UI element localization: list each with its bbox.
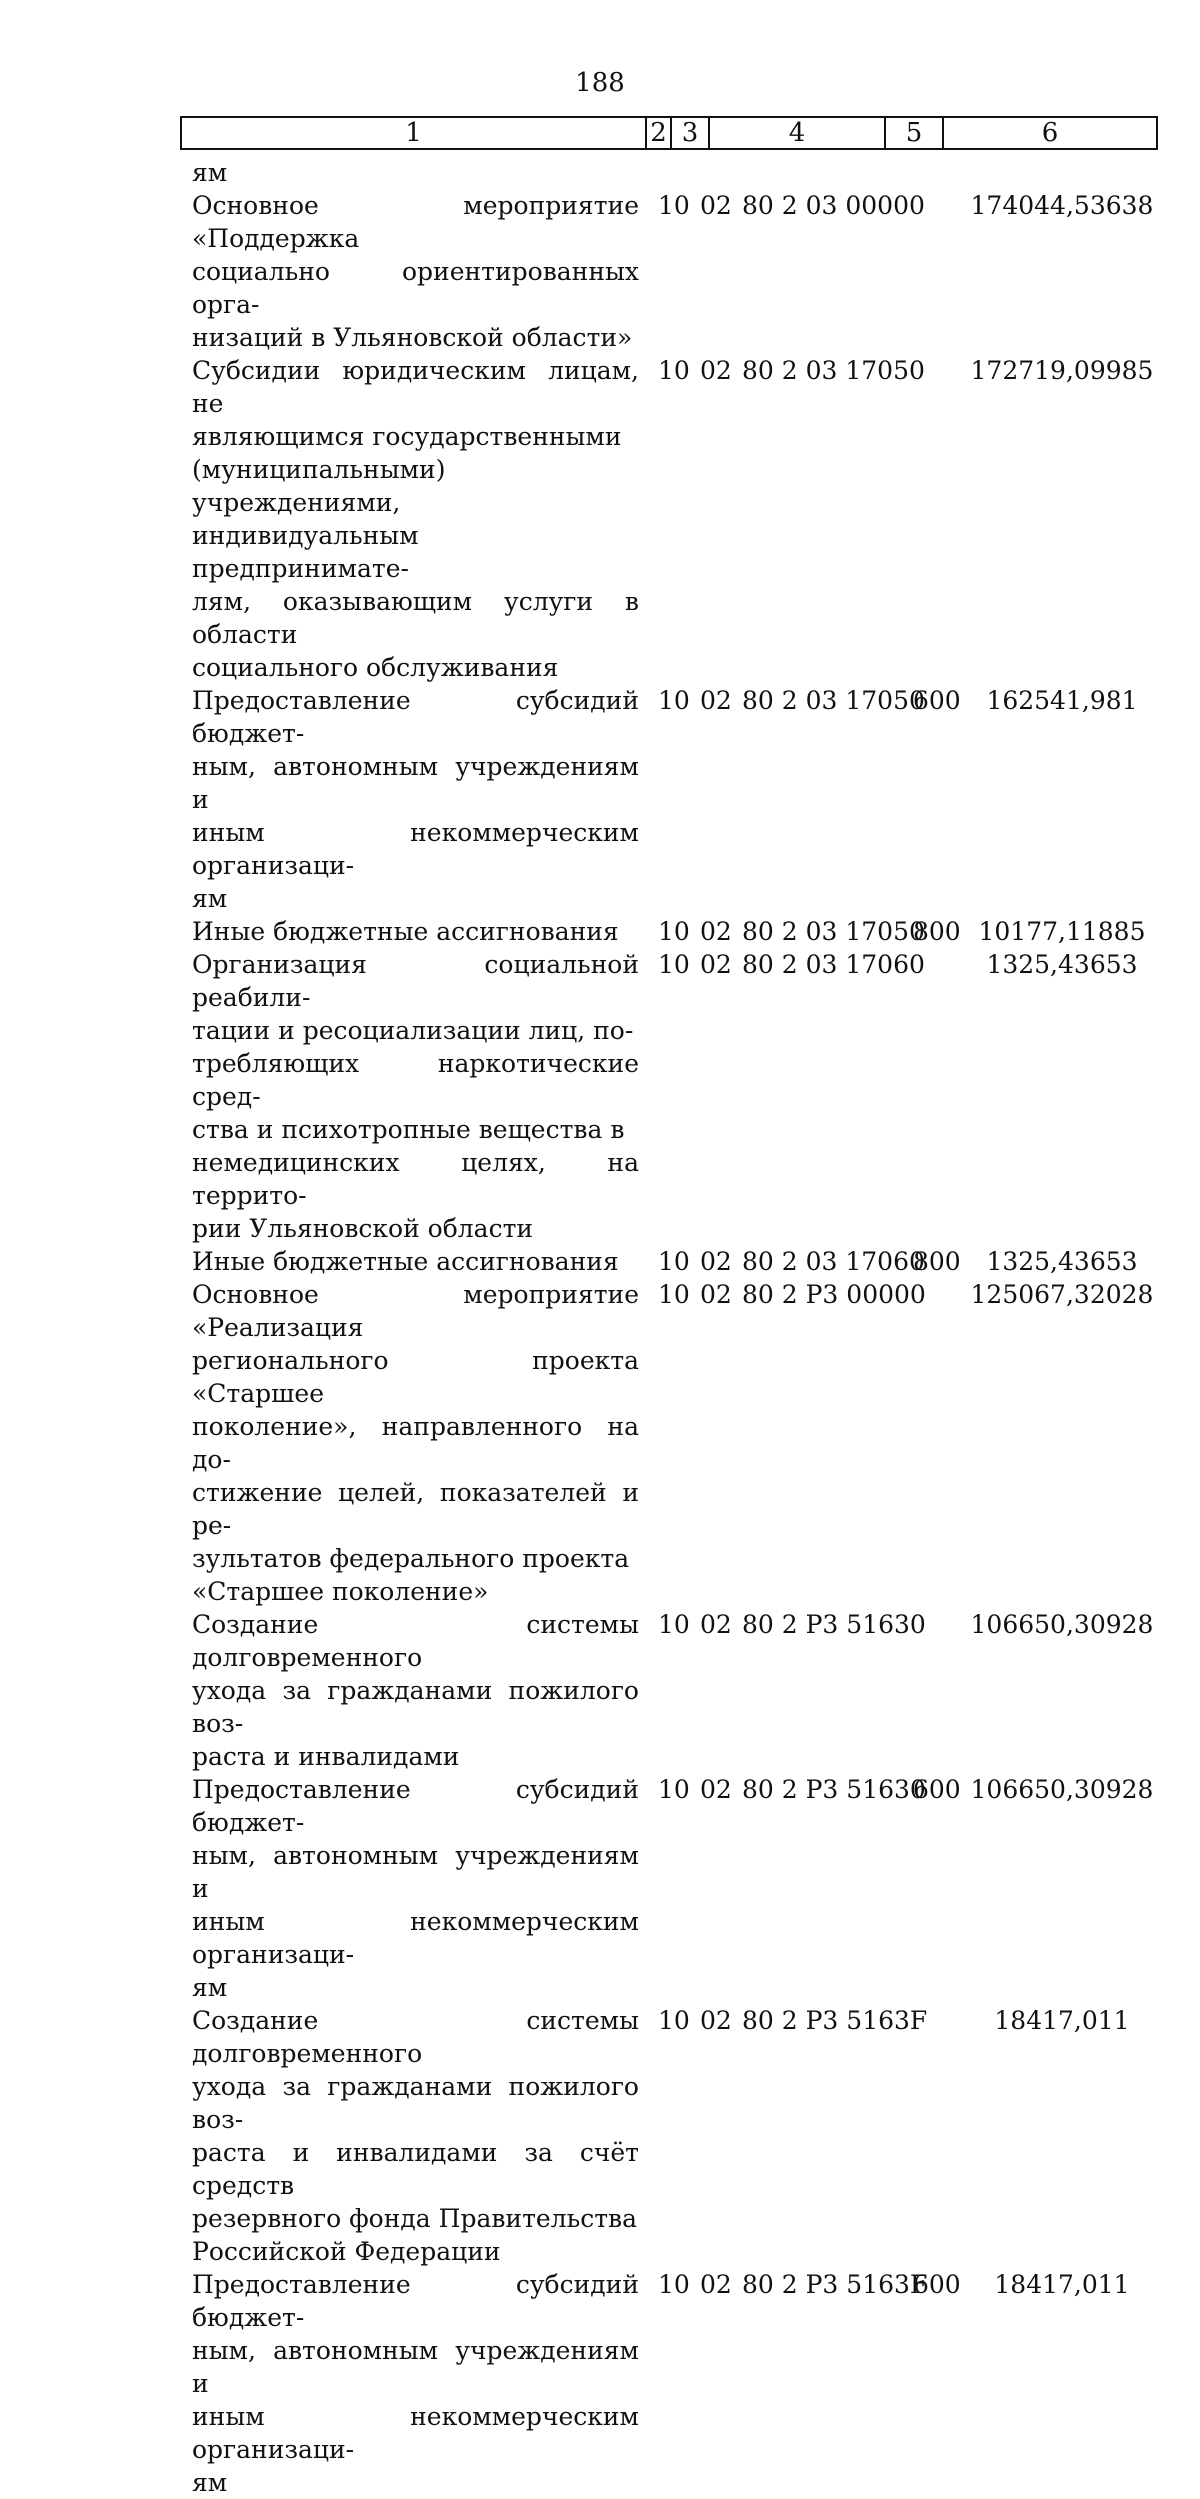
row-description: Основное мероприятие «Реализация регионального проекта «Старшее поколение», направленного на до- стижение целей, показателей и ре- зультатов федерального проекта «Старшее поколение» [192, 1280, 639, 1606]
row-subsection-code: 02 [700, 917, 732, 946]
row-section-code: 10 [658, 191, 690, 220]
row-amount: 1325,43653 [986, 1247, 1138, 1276]
row-amount: 174044,53638 [970, 191, 1154, 220]
row-subsection-code: 02 [700, 1247, 732, 1276]
row-subsection-code: 02 [700, 1775, 732, 1804]
row-section-code: 10 [658, 917, 690, 946]
header-col-2: 2 [647, 118, 672, 148]
row-subsection-code: 02 [700, 2006, 732, 2035]
page-number: 188 [575, 68, 625, 98]
row-expense-type: 600 [913, 1775, 961, 1804]
row-subsection-code: 02 [700, 2270, 732, 2299]
row-amount: 106650,30928 [970, 1775, 1154, 1804]
row-expense-type: 600 [913, 2270, 961, 2299]
row-target-article: 80 2 03 17050 [742, 356, 925, 385]
table-row [192, 2268, 1162, 2499]
row-amount: 1325,43653 [986, 950, 1138, 979]
table-row [192, 2004, 1162, 2268]
row-description: ям [192, 158, 228, 187]
row-section-code: 10 [658, 2270, 690, 2299]
row-target-article: 80 2 03 17050 [742, 686, 925, 715]
table-row [192, 1773, 1162, 2004]
row-section-code: 10 [658, 1280, 690, 1309]
row-subsection-code: 02 [700, 356, 732, 385]
row-expense-type: 600 [913, 686, 961, 715]
row-amount: 10177,11885 [978, 917, 1146, 946]
row-target-article: 80 2 03 17060 [742, 1247, 925, 1276]
header-col-6: 6 [1041, 118, 1059, 148]
row-target-article: 80 2 P3 5163F [742, 2006, 928, 2035]
row-target-article: 80 2 P3 5163F [742, 2270, 928, 2299]
row-description: Субсидии юридическим лицам, не являющимся государственными (муниципальными) учреждениями, индивидуальным предпринимате- лям, оказывающим услуги в области социального обслуживания [192, 356, 639, 682]
row-description: Иные бюджетные ассигнования [192, 1247, 619, 1276]
table-row [192, 156, 1162, 189]
row-section-code: 10 [658, 1775, 690, 1804]
row-description: Предоставление субсидий бюджет- ным, автономным учреждениям и иным некоммерческим организаци- ям [192, 1775, 639, 2002]
row-description: Создание системы долговременного ухода за гражданами пожилого воз- раста и инвалидами [192, 1610, 639, 1771]
row-target-article: 80 2 03 17050 [742, 917, 925, 946]
row-section-code: 10 [658, 1247, 690, 1276]
row-amount: 18417,011 [994, 2006, 1130, 2035]
table-header [180, 116, 1158, 150]
table-row [192, 948, 1162, 1245]
row-subsection-code: 02 [700, 191, 732, 220]
row-target-article: 80 2 P3 51630 [742, 1775, 926, 1804]
row-section-code: 10 [658, 1610, 690, 1639]
row-description: Иные бюджетные ассигнования [192, 917, 619, 946]
row-target-article: 80 2 03 00000 [742, 191, 925, 220]
row-amount: 162541,981 [986, 686, 1138, 715]
row-section-code: 10 [658, 686, 690, 715]
row-section-code: 10 [658, 950, 690, 979]
budget-table-body [192, 156, 1162, 2499]
row-subsection-code: 02 [700, 686, 732, 715]
table-row [192, 915, 1162, 948]
row-target-article: 80 2 P3 51630 [742, 1610, 926, 1639]
row-amount: 172719,09985 [970, 356, 1154, 385]
row-description: Предоставление субсидий бюджет- ным, автономным учреждениям и иным некоммерческим организаци- ям [192, 2270, 639, 2497]
row-amount: 106650,30928 [970, 1610, 1154, 1639]
table-row [192, 1245, 1162, 1278]
row-section-code: 10 [658, 2006, 690, 2035]
table-row [192, 354, 1162, 684]
row-description: Создание системы долговременного ухода за гражданами пожилого воз- раста и инвалидами за счёт средств резервного фонда Правительства Российской Федерации [192, 2006, 639, 2266]
row-subsection-code: 02 [700, 950, 732, 979]
row-expense-type: 800 [913, 917, 961, 946]
row-description: Организация социальной реабили- тации и ресоциализации лиц, по- требляющих наркотические сред- ства и психотропные вещества в немедицинских целях, на террито- рии Ульяновской области [192, 950, 639, 1243]
row-target-article: 80 2 P3 00000 [742, 1280, 926, 1309]
row-section-code: 10 [658, 356, 690, 385]
row-description: Основное мероприятие «Поддержка социально ориентированных орга- низаций в Ульяновской области» [192, 191, 639, 352]
header-col-5: 5 [886, 118, 944, 148]
row-subsection-code: 02 [700, 1610, 732, 1639]
table-row [192, 1608, 1162, 1773]
header-col-4: 4 [710, 118, 886, 148]
table-row [192, 189, 1162, 354]
row-amount: 125067,32028 [970, 1280, 1154, 1309]
table-row [192, 684, 1162, 915]
row-subsection-code: 02 [700, 1280, 732, 1309]
header-col-1: 1 [182, 118, 647, 148]
header-col-3: 3 [672, 118, 710, 148]
row-amount: 18417,011 [994, 2270, 1130, 2299]
row-expense-type: 800 [913, 1247, 961, 1276]
table-row [192, 1278, 1162, 1608]
row-target-article: 80 2 03 17060 [742, 950, 925, 979]
row-description: Предоставление субсидий бюджет- ным, автономным учреждениям и иным некоммерческим организаци- ям [192, 686, 639, 913]
